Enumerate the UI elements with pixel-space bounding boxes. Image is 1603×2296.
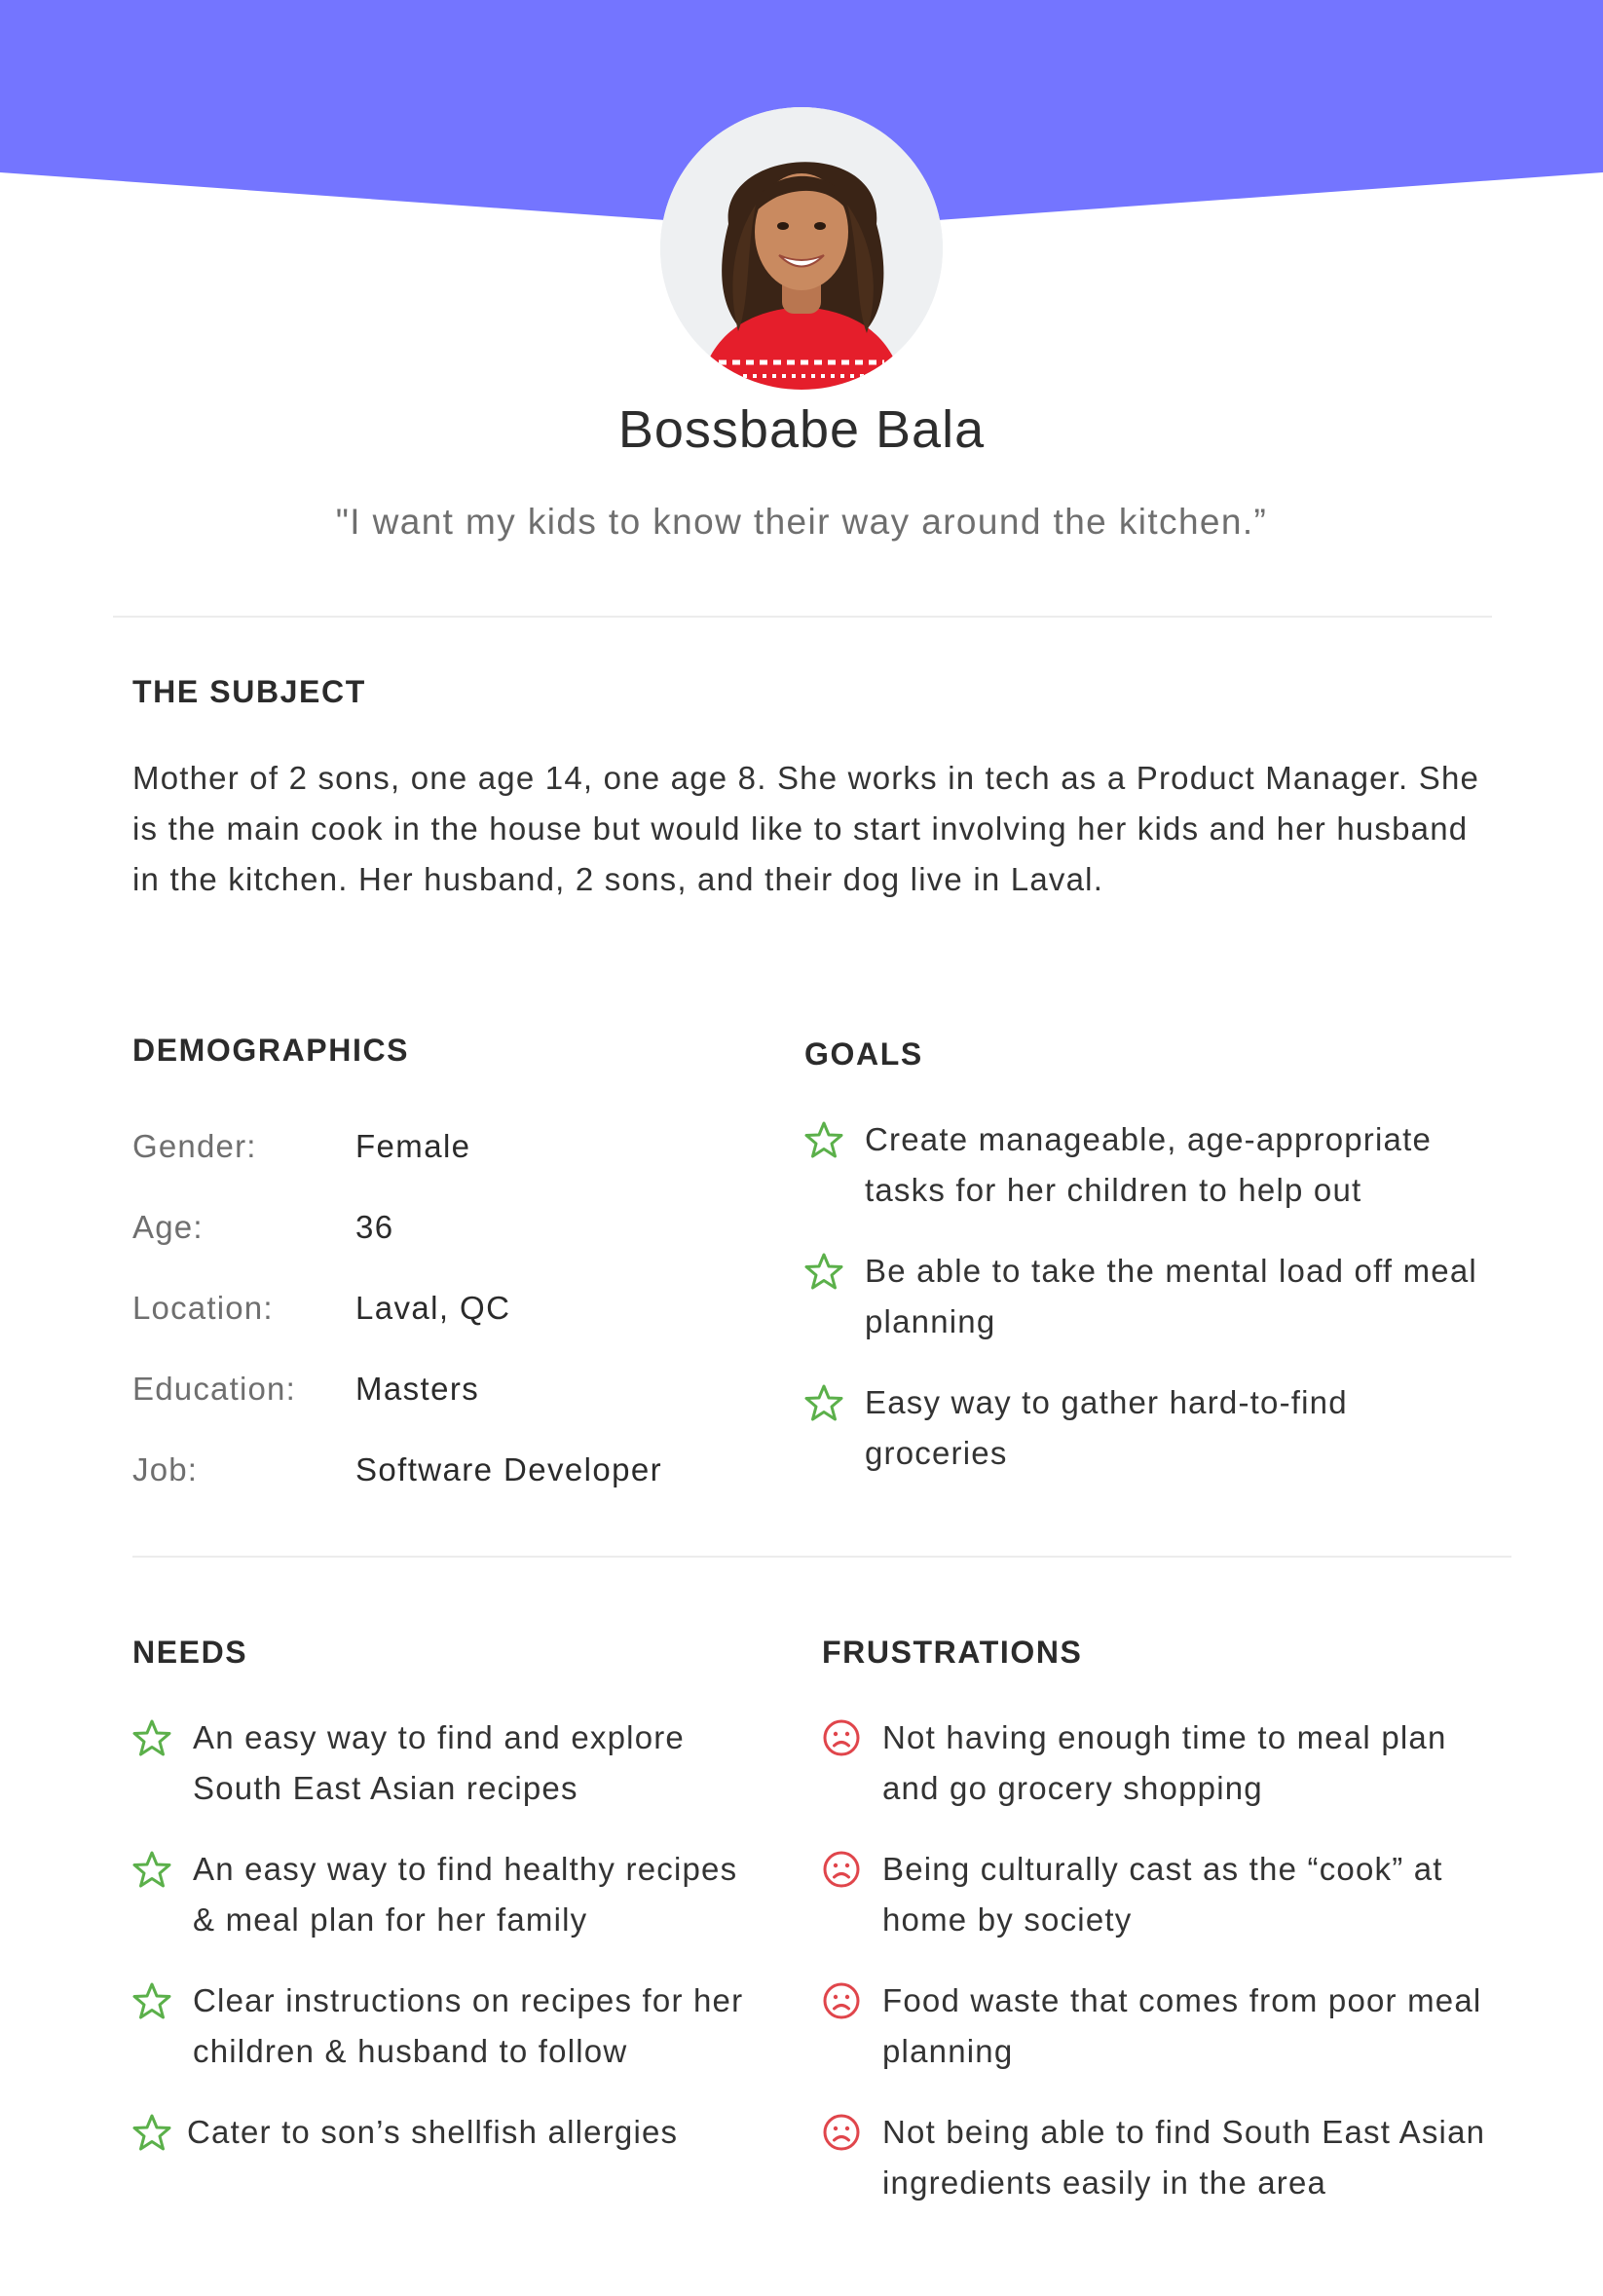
list-item xyxy=(804,1246,1486,1347)
demographic-label: Education: xyxy=(132,1371,296,1407)
star-icon xyxy=(804,1383,843,1422)
subject-description: Mother of 2 sons, one age 14, one age 8. She works in tech as a Product Manager. She is the main cook in the house but would like to start involving her kids and her husband in the kitchen. Her husband, 2 sons, and their dog live in Laval. xyxy=(132,760,1480,897)
demographics-heading: DEMOGRAPHICS xyxy=(132,1033,410,1068)
list-item xyxy=(132,1713,756,1814)
star-icon xyxy=(132,1718,171,1757)
list-item xyxy=(132,1976,756,2077)
demographic-value: Masters xyxy=(355,1371,480,1407)
frown-icon xyxy=(822,1850,861,1889)
star-icon xyxy=(132,1981,171,2020)
list-item xyxy=(132,2107,756,2158)
avatar-portrait-image xyxy=(660,107,943,390)
frustrations-list xyxy=(822,1713,1494,2239)
demographic-row xyxy=(132,1128,717,1209)
persona-name: Bossbabe Bala xyxy=(617,400,986,459)
demographic-row xyxy=(132,1371,717,1451)
need-text: Clear instructions on recipes for her children & husband to follow xyxy=(193,1982,744,2069)
demographic-value: Laval, QC xyxy=(355,1290,511,1326)
divider xyxy=(113,616,1492,618)
demographic-value: Software Developer xyxy=(355,1451,663,1487)
demographic-value: Female xyxy=(355,1128,471,1164)
list-item xyxy=(822,1976,1494,2077)
goals-heading: GOALS xyxy=(804,1036,923,1072)
demographic-value: 36 xyxy=(355,1209,394,1245)
need-text: An easy way to find healthy recipes & meal plan for her family xyxy=(193,1851,738,1938)
demographic-row xyxy=(132,1451,717,1532)
demographic-row xyxy=(132,1290,717,1371)
star-icon xyxy=(132,1850,171,1889)
persona-quote: "I want my kids to know their way around the kitchen.” xyxy=(335,502,1268,542)
list-item xyxy=(804,1377,1486,1479)
list-item xyxy=(822,1844,1494,1945)
frustration-text: Not having enough time to meal plan and go grocery shopping xyxy=(882,1719,1447,1806)
subject-heading: THE SUBJECT xyxy=(132,674,366,709)
frown-icon xyxy=(822,2113,861,2152)
list-item xyxy=(804,1114,1486,1216)
frustrations-heading: FRUSTRATIONS xyxy=(822,1635,1083,1670)
demographics-table xyxy=(132,1128,717,1532)
goal-text: Easy way to gather hard-to-find groceries xyxy=(865,1384,1348,1471)
need-text: An easy way to find and explore South East Asian recipes xyxy=(193,1719,685,1806)
star-icon xyxy=(804,1252,843,1291)
goal-text: Create manageable, age-appropriate tasks for her children to help out xyxy=(865,1121,1432,1208)
frustration-text: Not being able to find South East Asian ingredients easily in the area xyxy=(882,2114,1486,2201)
demographic-label: Age: xyxy=(132,1209,204,1245)
list-item xyxy=(822,1713,1494,1814)
avatar xyxy=(660,107,943,390)
needs-list xyxy=(132,1713,756,2188)
demographic-label: Gender: xyxy=(132,1128,257,1164)
star-icon xyxy=(132,2113,171,2152)
list-item xyxy=(132,1844,756,1945)
goal-text: Be able to take the mental load off meal planning xyxy=(865,1253,1477,1339)
demographic-row xyxy=(132,1209,717,1290)
divider xyxy=(132,1556,1511,1558)
frustration-text: Being culturally cast as the “cook” at home by society xyxy=(882,1851,1443,1938)
demographic-label: Job: xyxy=(132,1451,199,1487)
demographic-label: Location: xyxy=(132,1290,274,1326)
list-item xyxy=(822,2107,1494,2208)
frown-icon xyxy=(822,1981,861,2020)
need-text: Cater to son’s shellfish allergies xyxy=(187,2114,679,2150)
needs-heading: NEEDS xyxy=(132,1635,248,1670)
goals-list xyxy=(804,1114,1486,1509)
star-icon xyxy=(804,1120,843,1159)
frown-icon xyxy=(822,1718,861,1757)
frustration-text: Food waste that comes from poor meal planning xyxy=(882,1982,1482,2069)
